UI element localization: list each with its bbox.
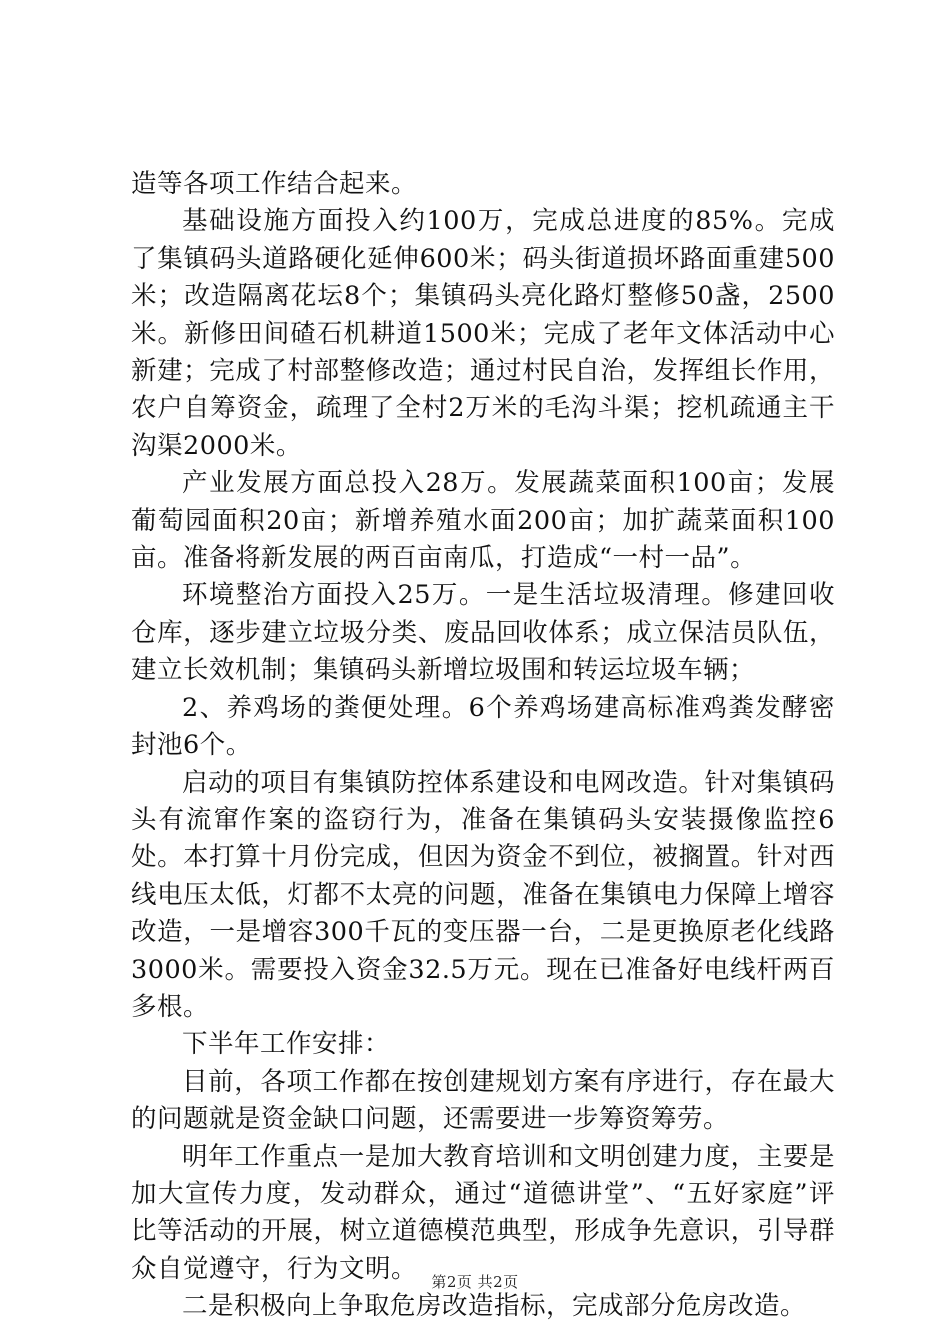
paragraph-heading-plan: 下半年工作安排： bbox=[182, 1029, 391, 1060]
page-number-footer: 第2页 共2页 bbox=[431, 1273, 519, 1291]
paragraph-industry: 产业发展方面总投入28万。发展蔬菜面积100亩；发展葡萄园面积20亩；新增养殖水面200亩；加扩蔬菜面积100亩。准备将新发展的两百亩南瓜，打造成“一村一品”。 bbox=[131, 468, 835, 574]
document-body bbox=[131, 166, 835, 1326]
paragraph-infrastructure: 基础设施方面投入约100万，完成总进度的85%。完成了集镇码头道路硬化延伸600米；码头街道损坏路面重建500米；改造隔离花坛8个；集镇码头亮化路灯整修50盏，2500米。新修田间碴石机耕道1500米；完成了老年文体活动中心新建；完成了村部整修改造；通过村民自治，发挥组长作用，农户自筹资金，疏理了全村2万米的毛沟斗渠；挖机疏通主干沟渠2000米。 bbox=[131, 206, 835, 461]
paragraph-housing: 二是积极向上争取危房改造指标，完成部分危房改造。 bbox=[182, 1291, 807, 1322]
paragraph-projects: 启动的项目有集镇防控体系建设和电网改造。针对集镇码头有流窜作案的盗窃行为，准备在集镇码头安装摄像监控6处。本打算十月份完成，但因为资金不到位，被搁置。针对西线电压太低，灯都不太亮的问题，准备在集镇电力保障上增容改造，一是增容300千瓦的变压器一台，二是更换原老化线路3000米。需要投入资金32.5万元。现在已准备好电线杆两百多根。 bbox=[131, 767, 835, 1022]
paragraph-environment: 环境整治方面投入25万。一是生活垃圾清理。修建回收仓库，逐步建立垃圾分类、废品回收体系；成立保洁员队伍，建立长效机制；集镇码头新增垃圾围和转运垃圾车辆； bbox=[131, 580, 835, 686]
paragraph-next-year-focus: 明年工作重点一是加大教育培训和文明创建力度，主要是加大宣传力度，发动群众，通过“道德讲堂”、“五好家庭”评比等活动的开展，树立道德模范典型，形成争先意识，引导群众自觉遵守，行为文明。 bbox=[131, 1141, 835, 1284]
paragraph-continuation: 造等各项工作结合起来。 bbox=[131, 169, 418, 199]
paragraph-current-status: 目前，各项工作都在按创建规划方案有序进行，存在最大的问题就是资金缺口问题，还需要进一步筹资筹劳。 bbox=[131, 1066, 835, 1135]
paragraph-chicken-farm: 2、养鸡场的粪便处理。6个养鸡场建高标准鸡粪发酵密封池6个。 bbox=[131, 692, 835, 761]
